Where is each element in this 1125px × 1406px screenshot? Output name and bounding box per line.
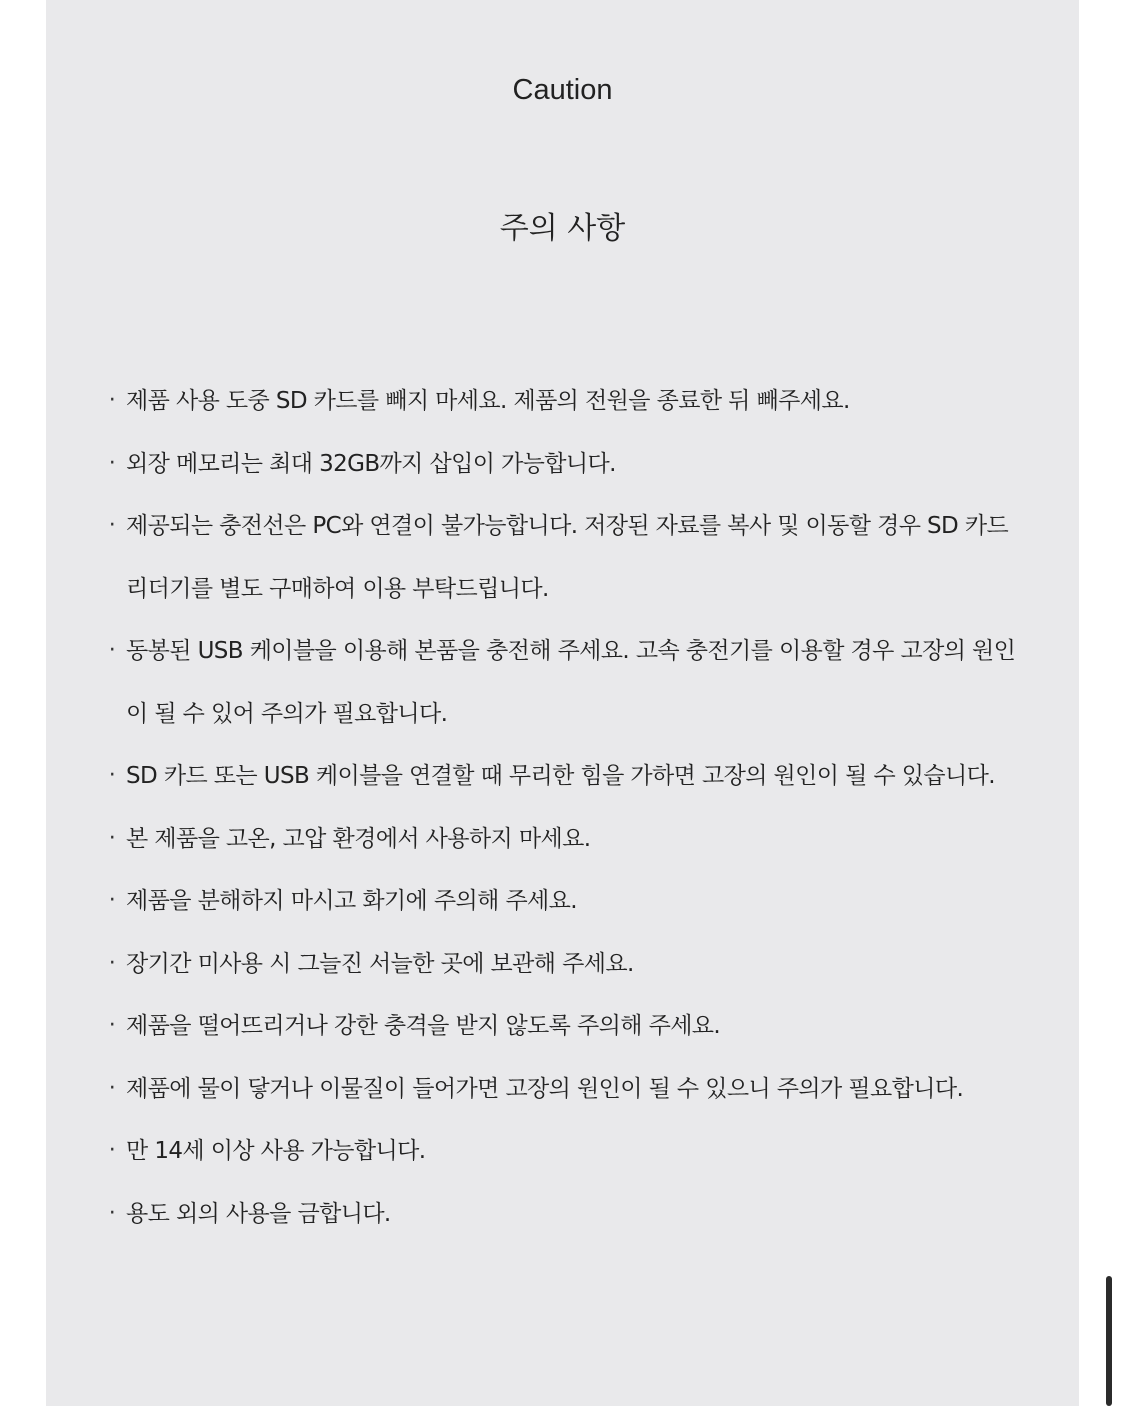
bullet-dot-icon: · bbox=[108, 950, 116, 976]
caution-text: SD 카드 또는 USB 케이블을 연결할 때 무리한 힘을 가하면 고장의 원인이 될 수 있습니다. bbox=[126, 763, 995, 789]
caution-text: 용도 외의 사용을 금합니다. bbox=[126, 1200, 391, 1227]
caution-text: 본 제품을 고온, 고압 환경에서 사용하지 마세요. bbox=[126, 825, 591, 852]
list-item bbox=[46, 808, 1079, 871]
list-item bbox=[46, 1183, 1079, 1246]
bullet-dot-icon: · bbox=[108, 763, 116, 788]
list-item bbox=[46, 370, 1079, 433]
caution-text: 제품에 물이 닿거나 이물질이 들어가면 고장의 원인이 될 수 있으니 주의가 필요합니다. bbox=[126, 1075, 964, 1102]
caution-text: 제공되는 충전선은 PC와 연결이 불가능합니다. 저장된 자료를 복사 및 이동할 경우 SD 카드 리더기를 별도 구매하여 이용 부탁드립니다. bbox=[126, 513, 1009, 602]
bullet-dot-icon: · bbox=[108, 513, 116, 538]
bullet-dot-icon: · bbox=[108, 1013, 116, 1038]
caution-text: 제품을 떨어뜨리거나 강한 충격을 받지 않도록 주의해 주세요. bbox=[126, 1013, 721, 1039]
bullet-dot-icon: · bbox=[108, 825, 116, 851]
bullet-dot-icon: · bbox=[108, 1075, 116, 1101]
page-title-english: Caution bbox=[512, 74, 613, 106]
caution-text: 외장 메모리는 최대 32GB까지 삽입이 가능합니다. bbox=[126, 450, 616, 477]
caution-text: 장기간 미사용 시 그늘진 서늘한 곳에 보관해 주세요. bbox=[126, 950, 634, 977]
list-item bbox=[46, 495, 1079, 620]
list-item bbox=[46, 745, 1079, 808]
page-title-korean: 주의 사항 bbox=[499, 211, 626, 246]
caution-text: 만 14세 이상 사용 가능합니다. bbox=[126, 1138, 426, 1164]
caution-text: 동봉된 USB 케이블을 이용해 본품을 충전해 주세요. 고속 충전기를 이용할 경우 고장의 원인이 될 수 있어 주의가 필요합니다. bbox=[126, 638, 1016, 727]
bullet-dot-icon: · bbox=[108, 888, 116, 913]
caution-list bbox=[46, 370, 1079, 1245]
list-item bbox=[46, 433, 1079, 496]
list-item bbox=[46, 870, 1079, 933]
list-item bbox=[46, 1120, 1079, 1183]
bullet-dot-icon: · bbox=[108, 450, 116, 476]
list-item bbox=[46, 1058, 1079, 1121]
bullet-dot-icon: · bbox=[108, 388, 116, 413]
list-item bbox=[46, 620, 1079, 745]
caution-panel bbox=[46, 0, 1079, 1406]
caution-text: 제품 사용 도중 SD 카드를 빼지 마세요. 제품의 전원을 종료한 뒤 빼주세요. bbox=[126, 388, 850, 414]
vertical-scrollbar[interactable] bbox=[1104, 1270, 1114, 1406]
list-item bbox=[46, 995, 1079, 1058]
scrollbar-thumb[interactable] bbox=[1106, 1276, 1112, 1406]
caution-text: 제품을 분해하지 마시고 화기에 주의해 주세요. bbox=[126, 888, 578, 914]
bullet-dot-icon: · bbox=[108, 1138, 116, 1163]
list-item bbox=[46, 933, 1079, 996]
bullet-dot-icon: · bbox=[108, 1200, 116, 1226]
bullet-dot-icon: · bbox=[108, 638, 116, 663]
